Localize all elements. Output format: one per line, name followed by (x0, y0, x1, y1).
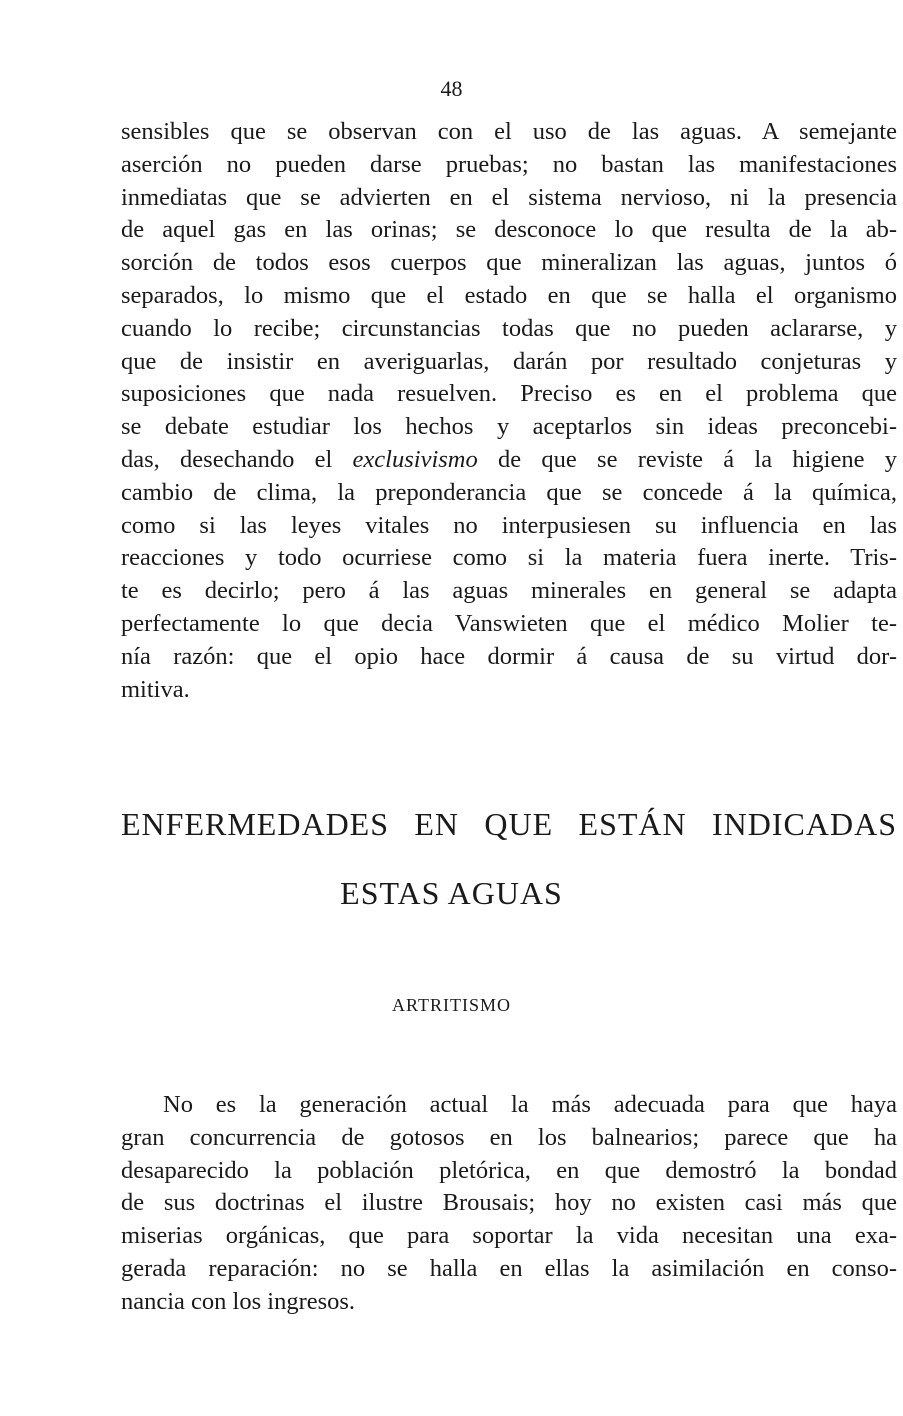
paragraph-2 (121, 1089, 897, 1319)
text-line: perfectamente lo que decia Vanswieten que el médico Molier te- (121, 609, 897, 637)
text-line: de aquel gas en las orinas; se desconoce lo que resulta de la ab- (121, 216, 897, 244)
text-line: inmediatas que se advierten en el sistema nervioso, ni la presencia (121, 183, 897, 211)
text-line: reacciones y todo ocurriese como si la materia fuera inerte. Tris- (121, 544, 897, 572)
text-line: aserción no pueden darse pruebas; no bastan las manifestaciones (121, 150, 897, 178)
text-line: nancia con los ingresos. (121, 1287, 356, 1315)
text-line: miserias orgánicas, que para soportar la vida necesitan una exa- (121, 1222, 897, 1250)
text-line: No es la generación actual la más adecuada para que haya (163, 1091, 897, 1118)
text-line: desaparecido la población pletórica, en que demostró la bondad (121, 1156, 897, 1184)
text-line: se debate estudiar los hechos y aceptarlos sin ideas preconcebi- (121, 413, 897, 441)
text-line: sensibles que se observan con el uso de las aguas. A semejante (121, 118, 897, 145)
text-line: nía razón: que el opio hace dormir á causa de su virtud dor- (121, 642, 897, 670)
text-line-with-italic (121, 444, 897, 477)
text-line: de sus doctrinas el ilustre Brousais; hoy no existen casi más que (121, 1189, 897, 1217)
text-line: como si las leyes vitales no interpusiesen su influencia en las (121, 511, 897, 539)
text-line: gerada reparación: no se halla en ellas la asimilación en conso- (121, 1254, 897, 1282)
italic-term: exclusivismo (352, 445, 478, 473)
text-line: gran concurrencia de gotosos en los balnearios; parece que ha (121, 1123, 897, 1151)
paragraph-1 (121, 116, 897, 706)
text-line: que de insistir en averiguarlas, darán por resultado conjeturas y (121, 347, 897, 375)
text-segment: de que se reviste á la higiene y (498, 445, 897, 473)
text-line: mitiva. (121, 675, 190, 703)
text-line: cambio de clima, la preponderancia que se concede á la química, (121, 478, 897, 506)
text-line: te es decirlo; pero á las aguas minerales en general se adapta (121, 577, 897, 605)
chapter-heading-line-2: ESTAS AGUAS (340, 875, 563, 911)
chapter-heading-line-1: ENFERMEDADES EN QUE ESTÁN INDICADAS (121, 806, 897, 842)
section-subheading: ARTRITISMO (392, 995, 511, 1015)
text-line: sorción de todos esos cuerpos que mineralizan las aguas, juntos ó (121, 249, 897, 277)
text-line: suposiciones que nada resuelven. Preciso es en el problema que (121, 380, 897, 408)
page-number: 48 (440, 76, 463, 101)
text-line: separados, lo mismo que el estado en que se halla el organismo (121, 281, 897, 309)
text-segment: das, desechando el (121, 445, 333, 473)
text-line: cuando lo recibe; circunstancias todas que no pueden aclararse, y (121, 314, 897, 342)
